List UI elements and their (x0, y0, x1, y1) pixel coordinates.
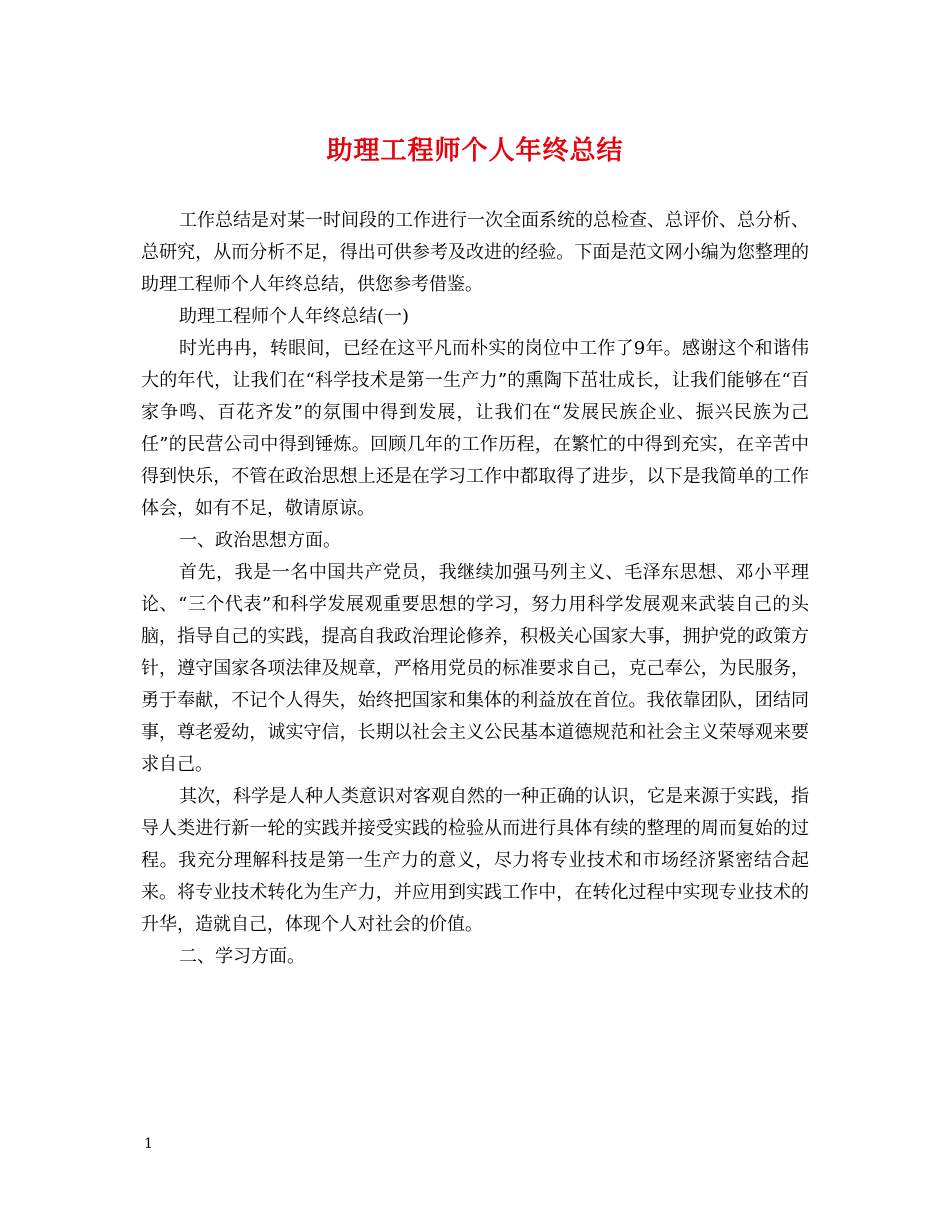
paragraph-heading-politics: 一、政治思想方面。 (179, 530, 341, 551)
document-body (141, 205, 809, 973)
paragraph-politics-second: 其次，科学是人种人类意识对客观自然的一种正确的认识，它是来源于实践，指导人类进行新一轮的实践并接受实践的检验从而进行具体有续的整理的周而复始的过程。我充分理解科技是第一生产力的意义，尽力将专业技术和市场经济紧密结合起来。将专业技术转化为生产力，并应用到实践工作中，在转化过程中实现专业技术的升华，造就自己，体现个人对社会的价值。 (141, 786, 809, 935)
paragraph-opening: 时光冉冉，转眼间，已经在这平凡而朴实的岗位中工作了9年。感谢这个和谐伟大的年代，让我们在“科学技术是第一生产力”的熏陶下茁壮成长，让我们能够在“百家争鸣、百花齐发”的氛围中得到发展，让我们在“发展民族企业、振兴民族为己任”的民营公司中得到锤炼。回顾几年的工作历程，在繁忙的中得到充实，在辛苦中得到快乐，不管在政治思想上还是在学习工作中都取得了进步，以下是我简单的工作体会，如有不足，敬请原谅。 (141, 338, 809, 519)
page-number: 1 (144, 1136, 153, 1152)
paragraph-section-heading: 助理工程师个人年终总结(一) (179, 306, 410, 327)
document-title: 助理工程师个人年终总结 (326, 136, 624, 166)
paragraph-heading-study: 二、学习方面。 (179, 946, 305, 967)
paragraph-politics-first: 首先，我是一名中国共产党员，我继续加强马列主义、毛泽东思想、邓小平理论、“三个代表”和科学发展观重要思想的学习，努力用科学发展观来武装自己的头脑，指导自己的实践，提高自我政治理论修养，积极关心国家大事，拥护党的政策方针，遵守国家各项法律及规章，严格用党员的标准要求自己，克己奉公，为民服务，勇于奉献，不记个人得失，始终把国家和集体的利益放在首位。我依靠团队，团结同事，尊老爱幼，诚实守信，长期以社会主义公民基本道德规范和社会主义荣辱观来要求自己。 (141, 562, 809, 775)
paragraph-intro: 工作总结是对某一时间段的工作进行一次全面系统的总检查、总评价、总分析、总研究，从而分析不足，得出可供参考及改进的经验。下面是范文网小编为您整理的助理工程师个人年终总结，供您参考借鉴。 (141, 210, 809, 295)
